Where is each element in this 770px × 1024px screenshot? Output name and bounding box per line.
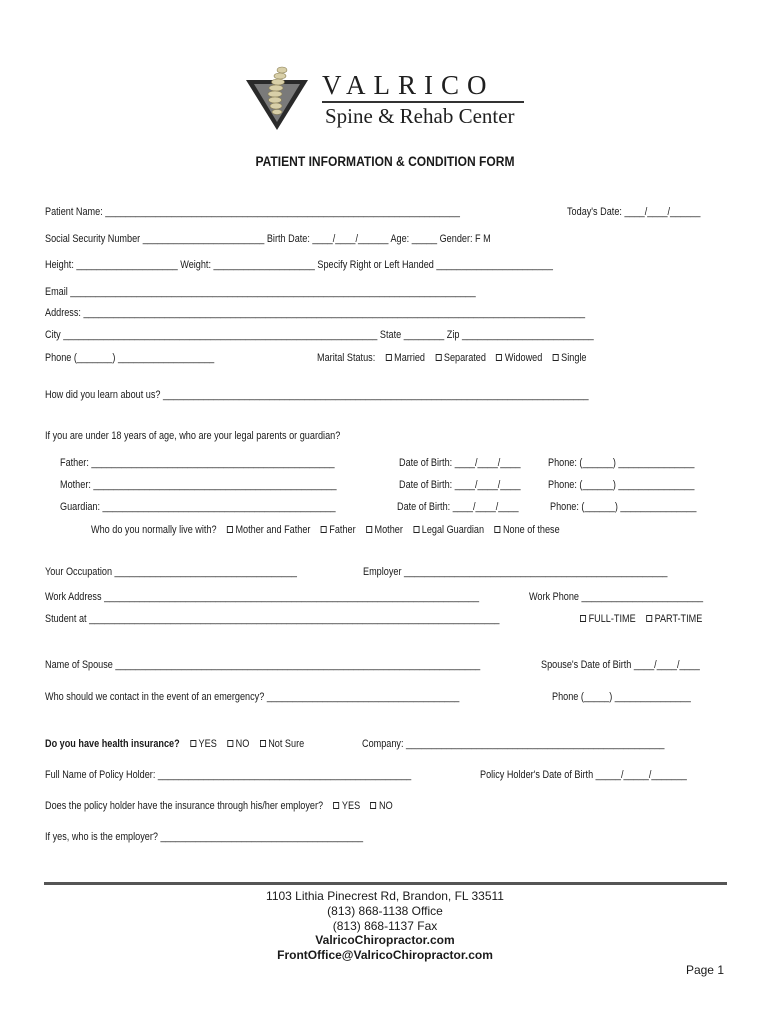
none-of-these-checkbox[interactable] [494,526,500,533]
logo-subtitle: Spine & Rehab Center [325,104,515,128]
separated-label: Separated [443,352,486,364]
footer-contact [0,889,770,963]
father-checkbox[interactable] [321,526,327,533]
single-label: Single [561,352,587,364]
phone-field[interactable]: Phone (_______) ___________________ [45,352,215,364]
widowed-checkbox[interactable] [496,354,502,361]
policy-holder-dob-field[interactable]: Policy Holder's Date of Birth _____/_____/_______ [480,769,687,781]
footer-email[interactable]: FrontOffice@ValricoChiropractor.com [277,948,493,963]
insurance-yes-checkbox[interactable] [190,740,196,747]
part-time-label: PART-TIME [654,613,703,625]
email-field[interactable]: Email ________________________________________________________________________________ [45,286,476,298]
insurance-not-sure-checkbox[interactable] [260,740,266,747]
father-field[interactable]: Father: ________________________________________________ [60,457,335,469]
legal-guardian-label: Legal Guardian [421,524,485,536]
mother-label: Mother [374,524,403,536]
spouse-dob-field[interactable]: Spouse's Date of Birth ____/____/____ [541,659,700,671]
student-at-field[interactable]: Student at _________________________________________________________________________________ [45,613,500,625]
city-state-zip-row[interactable]: City ______________________________________________________________ State ________ Zip __________________________ [45,329,594,341]
spouse-name-field[interactable]: Name of Spouse ________________________________________________________________________ [45,659,481,671]
form-title: PATIENT INFORMATION & CONDITION FORM [255,154,515,169]
spine-logo-icon [246,66,308,132]
mother-and-father-label: Mother and Father [235,524,311,536]
mother-and-father-checkbox[interactable] [227,526,233,533]
address-field[interactable]: Address: ___________________________________________________________________________________________________ [45,307,586,319]
todays-date-field[interactable]: Today's Date: ____/____/______ [567,206,701,218]
work-phone-field[interactable]: Work Phone ________________________ [529,591,704,603]
patient-name-field[interactable]: Patient Name: ______________________________________________________________________ [45,206,460,218]
mother-dob-field[interactable]: Date of Birth: ____/____/____ [399,479,521,491]
learn-about-us-field[interactable]: How did you learn about us? ____________________________________________________________________________________ [45,389,589,401]
married-label: Married [394,352,426,364]
father-dob-field[interactable]: Date of Birth: ____/____/____ [399,457,521,469]
employer-insurance-yes-label: YES [341,800,361,812]
ssn-birthdate-row[interactable]: Social Security Number ________________________ Birth Date: ____/____/______ Age: _____ Gender: F M [45,233,491,245]
guardian-field[interactable]: Guardian: ______________________________________________ [60,501,336,513]
footer-address: 1103 Lithia Pinecrest Rd, Brandon, FL 33511 [266,889,504,903]
footer-website[interactable]: ValricoChiropractor.com [315,933,455,948]
insurance-question: Do you have health insurance? [45,738,180,750]
single-checkbox[interactable] [553,354,559,361]
father-label: Father [329,524,356,536]
separated-checkbox[interactable] [435,354,441,361]
live-with-row [91,524,560,537]
none-of-these-label: None of these [502,524,560,536]
insurance-yes-label: YES [198,738,217,750]
mother-checkbox[interactable] [366,526,372,533]
part-time-checkbox[interactable] [646,615,652,622]
logo-divider [322,101,524,103]
employer-insurance-question: Does the policy holder have the insurance through his/her employer? [45,800,324,812]
guardian-dob-field[interactable]: Date of Birth: ____/____/____ [397,501,519,513]
page-number: Page 1 [685,963,724,977]
mother-field[interactable]: Mother: ________________________________________________ [60,479,337,491]
footer-fax: (813) 868-1137 Fax [332,918,438,933]
occupation-field[interactable]: Your Occupation ____________________________________ [45,566,297,578]
married-checkbox[interactable] [386,354,392,361]
employer-field[interactable]: Employer ____________________________________________________ [363,566,668,578]
insurance-no-checkbox[interactable] [227,740,233,747]
height-weight-row[interactable]: Height: ____________________ Weight: ____________________ Specify Right or Left Handed _______________________ [45,259,553,271]
insurance-row [45,738,304,751]
policy-holder-field[interactable]: Full Name of Policy Holder: __________________________________________________ [45,769,412,781]
employer-insurance-row [45,800,393,813]
under-18-question: If you are under 18 years of age, who are your legal parents or guardian? [45,430,341,442]
insurance-not-sure-label: Not Sure [268,738,305,750]
employer-insurance-no-checkbox[interactable] [370,802,376,809]
live-with-label: Who do you normally live with? [91,524,217,536]
mother-phone-field[interactable]: Phone: (______) _______________ [548,479,695,491]
marital-status-label: Marital Status: [317,352,376,364]
insurance-company-field[interactable]: Company: ___________________________________________________ [362,738,665,750]
work-address-field[interactable]: Work Address __________________________________________________________________________ [45,591,480,603]
widowed-label: Widowed [504,352,543,364]
emergency-phone-field[interactable]: Phone (_____) _______________ [552,691,691,703]
employer-insurance-no-label: NO [379,800,393,812]
guardian-phone-field[interactable]: Phone: (______) _______________ [550,501,697,513]
full-time-checkbox[interactable] [580,615,586,622]
logo-brand-name: VALRICO [322,70,495,100]
insurance-no-label: NO [235,738,250,750]
emergency-contact-field[interactable]: Who should we contact in the event of an emergency? ______________________________________ [45,691,460,703]
marital-status-row [317,352,587,365]
full-time-label: FULL-TIME [588,613,636,625]
footer-divider [44,882,727,885]
employer-insurance-yes-checkbox[interactable] [333,802,339,809]
which-employer-field[interactable]: If yes, who is the employer? ________________________________________ [45,831,364,843]
father-phone-field[interactable]: Phone: (______) _______________ [548,457,695,469]
legal-guardian-checkbox[interactable] [413,526,419,533]
student-status-row [580,613,702,626]
footer-office-phone: (813) 868-1138 Office [327,903,443,918]
